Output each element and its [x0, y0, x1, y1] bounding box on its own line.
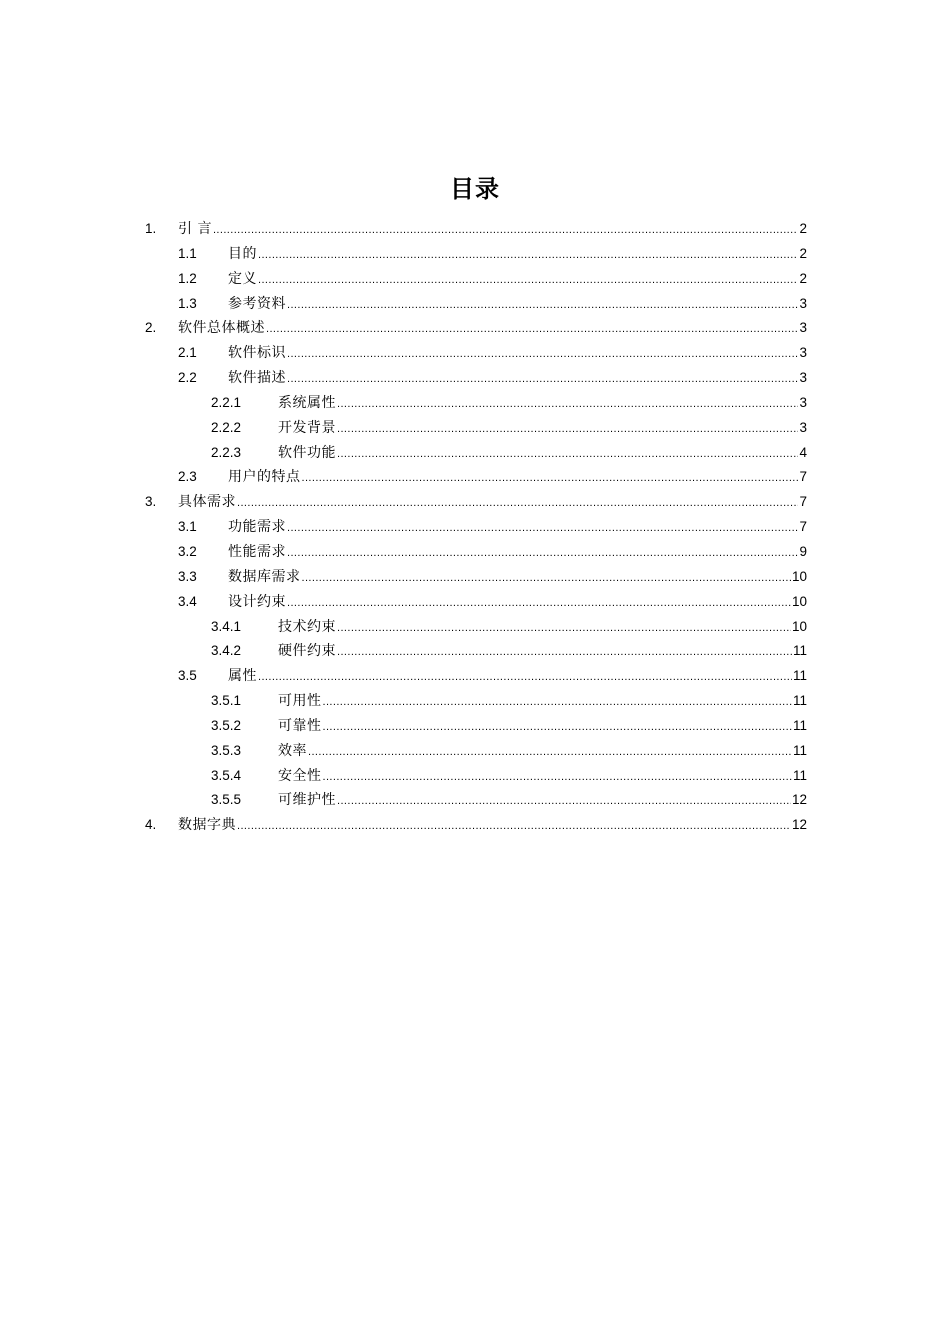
toc-entry[interactable] — [145, 788, 807, 813]
toc-entry-number: 3.5.2 — [211, 717, 242, 733]
toc-dot-leader — [337, 616, 791, 641]
toc-entry-label: 数据库需求 — [228, 568, 301, 585]
toc-entry-label: 软件标识 — [228, 345, 286, 362]
toc-entry-page: 2 — [799, 245, 807, 261]
toc-entry-label: 引 言 — [178, 221, 212, 237]
toc-entry-page: 10 — [791, 618, 807, 634]
toc-dot-leader — [337, 417, 798, 442]
toc-dot-leader — [287, 342, 798, 367]
toc-entry-label: 可用性 — [278, 693, 322, 710]
toc-entry-page: 7 — [799, 519, 807, 535]
toc-entry-page: 3 — [799, 394, 807, 410]
toc-entry-label: 性能需求 — [228, 543, 286, 560]
toc-entry[interactable] — [145, 590, 807, 615]
toc-entry-page: 7 — [799, 494, 807, 510]
toc-entry-label: 参考资料 — [228, 295, 286, 312]
toc-entry-number: 3.2 — [178, 543, 197, 559]
toc-dot-leader — [308, 740, 792, 765]
toc-dot-leader — [287, 541, 798, 566]
toc-entry-label: 软件功能 — [278, 444, 336, 461]
toc-entry-page: 12 — [791, 817, 807, 833]
toc-entry-label: 硬件约束 — [278, 643, 336, 660]
toc-dot-leader — [287, 367, 798, 392]
toc-entry-number: 2.2.1 — [211, 394, 242, 410]
toc-entry[interactable] — [145, 714, 807, 739]
table-of-contents — [145, 217, 807, 838]
toc-dot-leader — [337, 640, 792, 665]
toc-entry[interactable] — [145, 565, 807, 590]
toc-entry-label: 系统属性 — [278, 394, 336, 411]
toc-entry[interactable] — [145, 316, 807, 341]
toc-entry-label: 功能需求 — [228, 519, 286, 536]
toc-entry-number: 3.3 — [178, 568, 197, 584]
toc-dot-leader — [237, 491, 798, 516]
toc-entry[interactable] — [145, 341, 807, 366]
toc-entry-number: 3.5.3 — [211, 742, 242, 758]
toc-entry[interactable] — [145, 217, 807, 242]
toc-entry-label: 用户的特点 — [228, 469, 301, 486]
toc-entry-label: 软件描述 — [228, 370, 286, 387]
toc-entry-number: 3.5.4 — [211, 767, 242, 783]
toc-dot-leader — [323, 715, 792, 740]
toc-dot-leader — [213, 218, 799, 243]
toc-entry[interactable] — [145, 540, 807, 565]
toc-entry-page: 11 — [792, 693, 807, 709]
toc-entry[interactable] — [145, 465, 807, 490]
toc-entry-number: 2.3 — [178, 469, 197, 485]
toc-dot-leader — [323, 690, 792, 715]
toc-dot-leader — [287, 516, 798, 541]
toc-entry-number: 2.1 — [178, 345, 197, 361]
toc-entry-page: 3 — [799, 419, 807, 435]
toc-entry-page: 4 — [799, 444, 807, 460]
toc-entry[interactable] — [145, 416, 807, 441]
toc-dot-leader — [266, 317, 798, 342]
toc-entry-page: 2 — [799, 221, 807, 236]
toc-entry[interactable] — [145, 764, 807, 789]
toc-entry-number: 1.2 — [178, 270, 197, 286]
toc-dot-leader — [337, 442, 798, 467]
toc-entry-label: 可靠性 — [278, 717, 322, 734]
toc-title: 目录 — [450, 175, 500, 203]
toc-dot-leader — [258, 268, 798, 293]
toc-entry-label: 设计约束 — [228, 593, 286, 610]
toc-entry-number: 3.1 — [178, 519, 197, 535]
toc-entry-label: 定义 — [228, 270, 257, 287]
toc-entry-number: 3. — [145, 494, 157, 510]
toc-dot-leader — [302, 566, 791, 591]
toc-entry-page: 3 — [799, 370, 807, 386]
toc-dot-leader — [287, 293, 798, 318]
toc-entry-number: 3.5 — [178, 668, 197, 684]
toc-entry-number: 1.3 — [178, 295, 197, 311]
toc-entry-page: 10 — [791, 593, 807, 609]
toc-entry-page: 11 — [792, 767, 807, 783]
toc-entry[interactable] — [145, 292, 807, 317]
toc-dot-leader — [323, 765, 792, 790]
toc-entry-page: 12 — [791, 792, 807, 808]
toc-entry-page: 10 — [791, 568, 807, 584]
toc-dot-leader — [302, 466, 799, 491]
toc-entry-number: 3.4.2 — [211, 643, 242, 659]
toc-entry-label: 安全性 — [278, 767, 322, 784]
toc-entry-number: 1. — [145, 221, 157, 236]
toc-entry-label: 具体需求 — [178, 494, 236, 511]
toc-entry-page: 11 — [792, 717, 807, 733]
toc-entry[interactable] — [145, 391, 807, 416]
toc-entry-page: 11 — [792, 643, 807, 659]
toc-entry-number: 2.2.2 — [211, 419, 242, 435]
toc-entry[interactable] — [145, 615, 807, 640]
toc-entry-page: 9 — [799, 543, 807, 559]
toc-entry[interactable] — [145, 515, 807, 540]
toc-entry[interactable] — [145, 813, 807, 838]
toc-entry-number: 2.2 — [178, 370, 197, 386]
toc-entry-label: 开发背景 — [278, 419, 336, 436]
toc-dot-leader — [287, 591, 791, 616]
toc-entry-number: 3.4.1 — [211, 618, 242, 634]
toc-entry-number: 3.5.5 — [211, 792, 242, 808]
toc-entry-page: 11 — [792, 742, 807, 758]
toc-entry[interactable] — [145, 689, 807, 714]
toc-entry-page: 3 — [799, 295, 807, 311]
toc-entry-label: 软件总体概述 — [178, 320, 265, 337]
toc-entry[interactable] — [145, 664, 807, 689]
toc-entry-number: 3.5.1 — [211, 693, 242, 709]
toc-entry-label: 数据字典 — [178, 817, 236, 834]
toc-dot-leader — [258, 243, 798, 268]
toc-entry[interactable] — [145, 639, 807, 664]
toc-entry-page: 7 — [799, 469, 807, 485]
toc-entry-page: 2 — [799, 270, 807, 286]
toc-dot-leader — [337, 392, 798, 417]
toc-entry-page: 11 — [792, 668, 807, 684]
toc-dot-leader — [258, 665, 792, 690]
toc-dot-leader — [237, 814, 791, 839]
toc-entry-number: 4. — [145, 817, 157, 833]
toc-entry[interactable] — [145, 366, 807, 391]
toc-entry-label: 可维护性 — [278, 792, 336, 809]
toc-entry[interactable] — [145, 441, 807, 466]
toc-entry-label: 技术约束 — [278, 618, 336, 635]
toc-entry[interactable] — [145, 739, 807, 764]
toc-dot-leader — [337, 789, 791, 814]
toc-entry[interactable] — [145, 242, 807, 267]
toc-entry-page: 3 — [799, 320, 807, 336]
toc-entry-page: 3 — [799, 345, 807, 361]
toc-entry-number: 3.4 — [178, 593, 197, 609]
toc-entry-number: 1.1 — [178, 245, 197, 261]
toc-entry-number: 2. — [145, 320, 157, 336]
toc-entry[interactable] — [145, 267, 807, 292]
toc-entry[interactable] — [145, 490, 807, 515]
toc-entry-label: 属性 — [228, 668, 257, 685]
toc-entry-number: 2.2.3 — [211, 444, 242, 460]
toc-entry-label: 效率 — [278, 742, 307, 759]
toc-entry-label: 目的 — [228, 245, 257, 262]
